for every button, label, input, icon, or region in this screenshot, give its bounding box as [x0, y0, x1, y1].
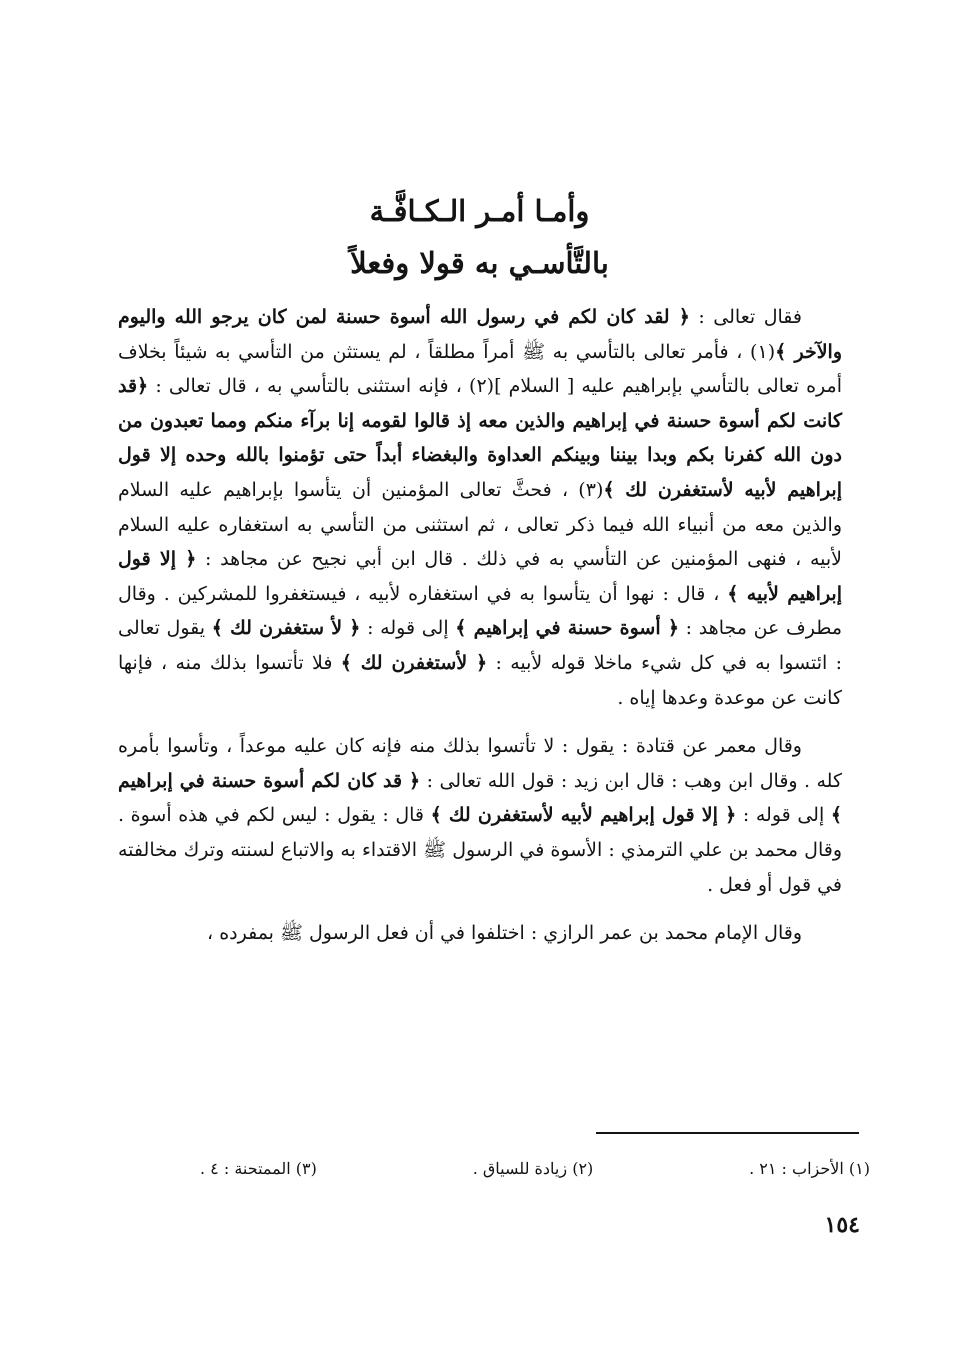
- text-run: يقول تعالى : ائتسوا به في كل شيء ماخلا قوله لأبيه :: [118, 617, 842, 674]
- footnote-3: (٣) الممتحنة : ٤ .: [200, 1159, 317, 1178]
- text-run: وقال الإمام محمد بن عمر الرازي : اختلفوا في أن فعل الرسول ﷺ بمفرده ،: [207, 922, 802, 945]
- text-run: قال : يقول : ليس لكم في هذه أسوة . وقال محمد بن علي الترمذي : الأسوة في الرسول ﷺ الاقتداء به والاتباع لسنته وترك مخالفته في قول أو فعل .: [118, 804, 842, 896]
- quran-quote: ﴿ أسوة حسنة في إبراهيم ﴾: [455, 617, 679, 640]
- text-run: ، قال : نهوا أن يتأسوا به في استغفاره لأبيه ، فيستغفروا للمشركين . وقال مطرف عن مجاهد :: [118, 582, 843, 640]
- heading-line-1: وأمـا أمـر الـكـافَّـة: [369, 194, 590, 228]
- text-run: (٣) ، فحثَّ تعالى المؤمنين أن يتأسوا بإبراهيم عليه السلام والذين معه من أنبياء الله فيما ذكر تعالى ، ثم استثنى من التأسي به استغفاره عليه السلام لأبيه ، فنهى المؤمنين عن التأسي به في ذلك . قال ابن أبي نجيح عن مجاهد :: [118, 478, 842, 571]
- text-run: إلى قوله :: [360, 617, 456, 640]
- quran-quote: ﴿قد كانت لكم أسوة حسنة في إبراهيم والذين معه إذ قالوا لقومه إنا برآء منكم ومما تعبدون من دون الله كفرنا بكم وبدا بيننا وبينكم العداوة والبغضاء أبداً حتى تؤمنوا بالله وحده إلا قول إبراهيم لأبيه لأستغفرن لك ﴾: [118, 375, 842, 501]
- paragraph: [118, 300, 842, 715]
- heading-line-2: بالتَّأسـي به قولا وفعلاً: [350, 246, 609, 280]
- quran-quote: ﴿ لقد كان لكم في رسول الله أسوة حسنة لمن كان يرجو الله واليوم والآخر ﴾: [118, 306, 842, 363]
- text-run: فقال تعالى :: [689, 306, 802, 328]
- text-run: (١) ، فأمر تعالى بالتأسي به ﷺ أمراً مطلقاً ، لم يستثن من التأسي به شيئاً بخلاف أمره تعالى بالتأسي بإبراهيم عليه [ السلام ](٢) ، فإنه استثنى بالتأسي به ، قال تعالى :: [118, 340, 842, 398]
- quran-quote: ﴿ لأ ستغفرن لك ﴾: [211, 617, 361, 640]
- section-heading: [0, 185, 959, 289]
- quran-quote: ﴿ إلا قول إبراهيم لأبيه ﴾: [118, 548, 842, 605]
- text-run: وقال معمر عن قتادة : يقول : لا تأتسوا بذلك منه فإنه كان عليه موعداً ، وتأسوا بأمره كله . وقال ابن وهب : قال ابن زيد : قول الله تعالى :: [118, 735, 842, 792]
- text-run: إلى قوله :: [736, 804, 831, 827]
- quran-quote: ﴿ قد كان لكم أسوة حسنة في إبراهيم ﴾: [118, 769, 842, 827]
- footnotes: [200, 1157, 870, 1181]
- text-run: فلا تأتسوا بذلك منه ، فإنها كانت عن موعدة وعدها إياه .: [118, 651, 842, 709]
- footnote-divider: [596, 1132, 859, 1134]
- quran-quote: ﴿ لأستغفرن لك ﴾: [340, 651, 488, 674]
- paragraph: [118, 729, 842, 902]
- page-number: ١٥٤: [824, 1212, 860, 1238]
- footnote-2: (٢) زيادة للسياق .: [472, 1159, 594, 1178]
- quran-quote: ﴿ إلا قول إبراهيم لأبيه لأستغفرن لك ﴾: [430, 804, 737, 827]
- footnote-1: (١) الأحزاب : ٢١ .: [749, 1159, 870, 1178]
- body-text: [118, 300, 842, 965]
- paragraph: [118, 916, 842, 951]
